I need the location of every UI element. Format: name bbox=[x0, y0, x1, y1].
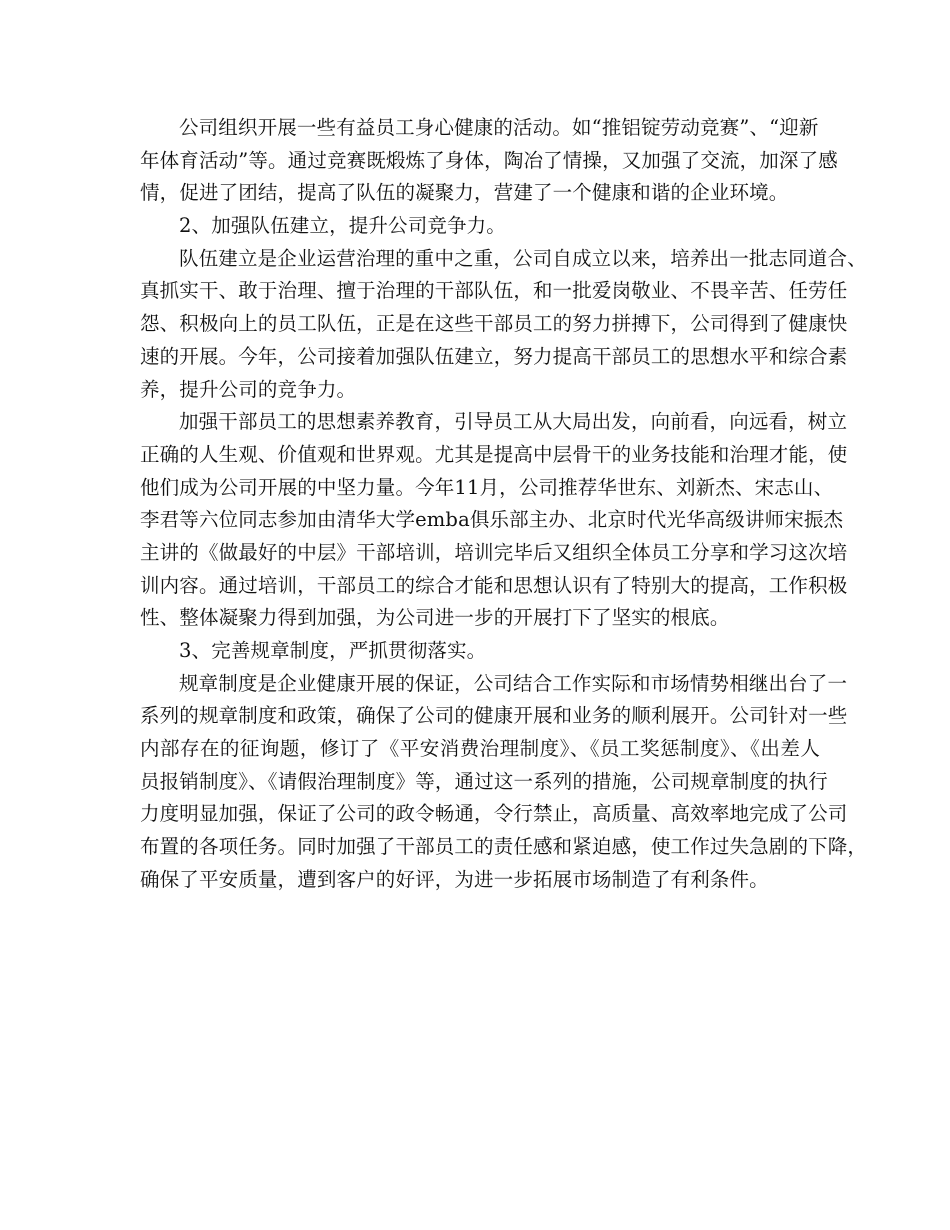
paragraph-line: 规章制度是企业健康开展的保证，公司结合工作实际和市场情势相继出台了一 bbox=[179, 671, 848, 695]
section-heading: 3、完善规章制度，严抓贯彻落实。 bbox=[179, 639, 487, 662]
paragraph-line: 速的开展。今年，公司接着加强队伍建立，努力提高干部员工的思想水平和综合素 bbox=[140, 344, 848, 368]
paragraph-line: 养，提升公司的竞争力。 bbox=[140, 377, 357, 401]
paragraph-line: 系列的规章制度和政策，确保了公司的健康开展和业务的顺利展开。公司针对一些 bbox=[140, 704, 848, 728]
paragraph-line: 李君等六位同志参加由清华大学emba俱乐部主办、北京时代光华高级讲师宋振杰 bbox=[140, 508, 844, 532]
paragraph-line: 主讲的《做最好的中层》干部培训，培训完毕后又组织全体员工分享和学习这次培 bbox=[140, 540, 848, 564]
paragraph-line: 他们成为公司开展的中坚力量。今年11月，公司推荐华世东、刘新杰、宋志山、 bbox=[140, 475, 834, 499]
paragraph-line: 性、整体凝聚力得到加强，为公司进一步的开展打下了坚实的根底。 bbox=[140, 606, 730, 630]
section-heading: 2、加强队伍建立，提升公司竞争力。 bbox=[179, 214, 506, 238]
paragraph-line: 怨、积极向上的员工队伍，正是在这些干部员工的努力拼搏下，公司得到了健康快 bbox=[140, 312, 848, 336]
paragraph-line: 布置的各项任务。同时加强了干部员工的责任感和紧迫感，使工作过失急剧的下降， bbox=[140, 835, 868, 859]
paragraph-line: 训内容。通过培训，干部员工的综合才能和思想认识有了特别大的提高，工作积极 bbox=[140, 573, 848, 597]
paragraph-line: 情，促进了团结，提高了队伍的凝聚力，营建了一个健康和谐的企业环境。 bbox=[140, 181, 789, 205]
paragraph-line: 队伍建立是企业运营治理的重中之重，公司自成立以来，培养出一批志同道合、 bbox=[179, 246, 867, 270]
paragraph-line: 力度明显加强，保证了公司的政令畅通，令行禁止，高质量、高效率地完成了公司 bbox=[140, 802, 848, 826]
paragraph-line: 内部存在的征询题，修订了《平安消费治理制度》、《员工奖惩制度》、《出差人 bbox=[140, 737, 820, 761]
paragraph-line: 正确的人生观、价值观和世界观。尤其是提高中层骨干的业务技能和治理才能，使 bbox=[140, 442, 848, 466]
paragraph-line: 加强干部员工的思想素养教育，引导员工从大局出发，向前看，向远看，树立 bbox=[179, 410, 848, 434]
paragraph-line: 确保了平安质量，遭到客户的好评，为进一步拓展市场制造了有利条件。 bbox=[140, 867, 769, 891]
paragraph-line: 真抓实干、敢于治理、擅于治理的干部队伍，和一批爱岗敬业、不畏辛苦、任劳任 bbox=[140, 279, 848, 303]
document-body bbox=[140, 112, 868, 897]
paragraph-line: 公司组织开展一些有益员工身心健康的活动。如“推铝锭劳动竞赛”、“迎新 bbox=[179, 116, 819, 139]
paragraph-line: 年体育活动”等。通过竞赛既煅炼了身体，陶冶了情操，又加强了交流，加深了感 bbox=[140, 148, 838, 172]
paragraph-line: 员报销制度》、《请假治理制度》等，通过这一系列的措施，公司规章制度的执行 bbox=[140, 769, 828, 793]
